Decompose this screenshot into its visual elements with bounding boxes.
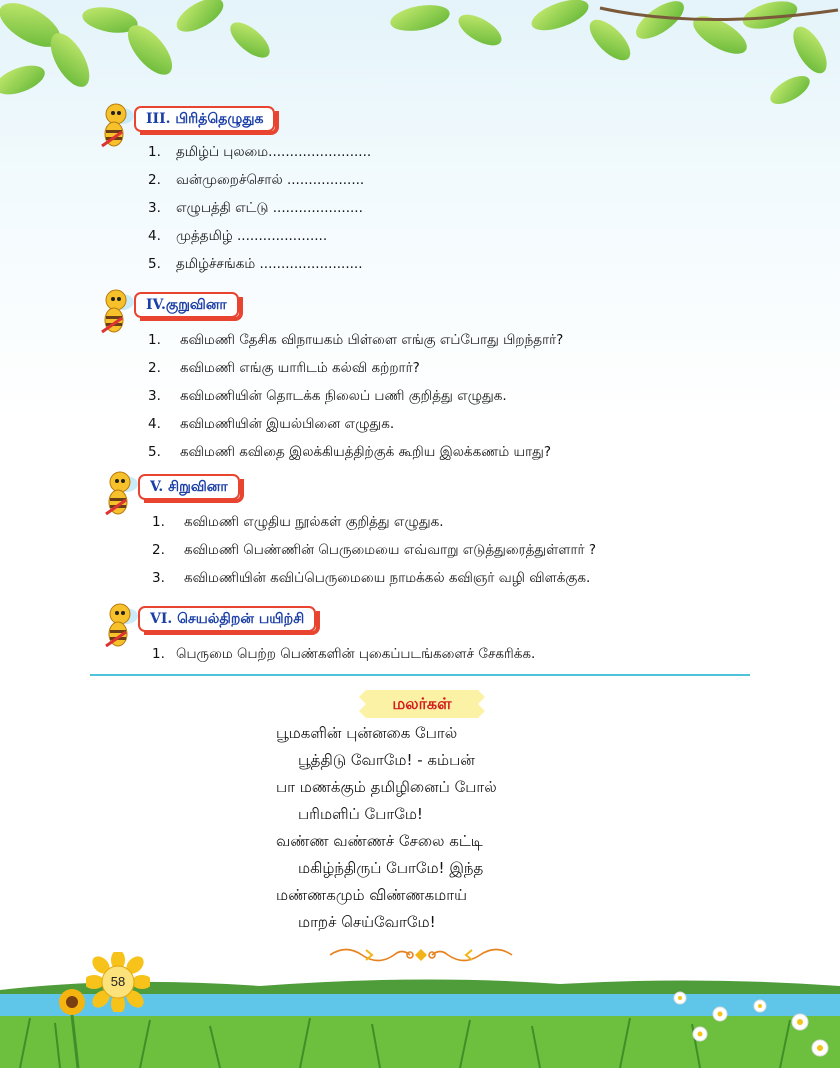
item-text: வன்முறைச்சொல் .................. — [176, 172, 365, 188]
section-divider — [90, 674, 750, 676]
item-text: கவிமணி எழுதிய நூல்கள் குறித்து எழுதுக. — [184, 514, 444, 530]
list-item — [152, 640, 535, 668]
item-text: கவிமணி எங்கு யாரிடம் கல்வி கற்றார்? — [180, 360, 420, 376]
item-text: கவிமணியின் தொடக்க நிலைப் பணி குறித்து எழுதுக. — [180, 388, 507, 404]
section-3-title: III. பிரித்தெழுதுக — [134, 106, 275, 132]
poem-title: மலர்கள் — [392, 694, 452, 713]
item-number: 1. — [152, 646, 165, 662]
poem-line: பூமகளின் புன்னகை போல் — [276, 724, 458, 742]
list-item — [152, 564, 596, 592]
item-number: 2. — [148, 172, 161, 188]
list-item — [148, 438, 563, 466]
section-4-title: IV.குறுவினா — [134, 292, 239, 318]
item-text: கவிமணி கவிதை இலக்கியத்திற்குக் கூறிய இலக்கணம் யாது? — [180, 444, 552, 460]
list-item — [148, 138, 371, 166]
poem-body — [276, 720, 497, 936]
item-text: தமிழ்ப் புலமை........................ — [176, 144, 372, 160]
list-item — [148, 382, 563, 410]
item-text: எழுபத்தி எட்டு ..................... — [176, 200, 363, 216]
poem-line: பூத்திடு வோமே! - கம்பன் — [298, 751, 475, 769]
poem-line: மாறச் செய்வோமே! — [298, 913, 436, 931]
section-3-header — [92, 98, 332, 134]
item-number: 2. — [152, 542, 165, 558]
item-number: 1. — [148, 332, 161, 348]
section-5-header — [96, 466, 336, 502]
item-number: 1. — [152, 514, 165, 530]
item-text: முத்தமிழ் ..................... — [176, 228, 328, 244]
section-6-list — [152, 640, 535, 668]
list-item — [148, 222, 371, 250]
poem-line: மகிழ்ந்திருப் போமே! இந்த — [298, 859, 484, 877]
section-3-list — [148, 138, 371, 278]
item-number: 1. — [148, 144, 161, 160]
section-5-list — [152, 508, 596, 592]
item-text: கவிமணி தேசிக விநாயகம் பிள்ளை எங்கு எப்போது பிறந்தார்? — [180, 332, 564, 348]
section-4-header — [92, 284, 332, 320]
section-6-title: VI. செயல்திறன் பயிற்சி — [138, 606, 316, 632]
poem-title-banner — [358, 688, 486, 720]
list-item — [148, 326, 563, 354]
list-item — [148, 410, 563, 438]
item-number: 2. — [148, 360, 161, 376]
section-5-title: V. சிறுவினா — [138, 474, 240, 500]
floral-divider-icon — [326, 942, 516, 968]
item-number: 3. — [152, 570, 165, 586]
item-number: 5. — [148, 256, 161, 272]
poem-line: பா மணக்கும் தமிழினைப் போல் — [276, 778, 497, 796]
item-number: 3. — [148, 388, 161, 404]
page-number: 58 — [110, 974, 126, 989]
list-item — [148, 250, 371, 278]
item-text: கவிமணியின் இயல்பினை எழுதுக. — [180, 416, 395, 432]
poem-line: மண்ணகமும் விண்ணகமாய் — [276, 886, 467, 904]
section-4-list — [148, 326, 563, 466]
item-text: கவிமணி பெண்ணின் பெருமையை எவ்வாறு எடுத்துரைத்துள்ளார் ? — [184, 542, 597, 558]
list-item — [148, 354, 563, 382]
item-number: 4. — [148, 228, 161, 244]
list-item — [148, 194, 371, 222]
poem-line: பரிமளிப் போமே! — [298, 805, 423, 823]
item-text: கவிமணியின் கவிப்பெருமையை நாமக்கல் கவிஞர் வழி விளக்குக. — [184, 570, 591, 586]
item-text: தமிழ்ச்சங்கம் ........................ — [176, 256, 363, 272]
list-item — [152, 508, 596, 536]
section-6-header — [96, 598, 356, 634]
list-item — [152, 536, 596, 564]
item-text: பெருமை பெற்ற பெண்களின் புகைப்படங்களைச் சேகரிக்க. — [176, 646, 536, 662]
list-item — [148, 166, 371, 194]
item-number: 4. — [148, 416, 161, 432]
poem-line: வண்ண வண்ணச் சேலை கட்டி — [276, 832, 483, 850]
item-number: 5. — [148, 444, 161, 460]
item-number: 3. — [148, 200, 161, 216]
